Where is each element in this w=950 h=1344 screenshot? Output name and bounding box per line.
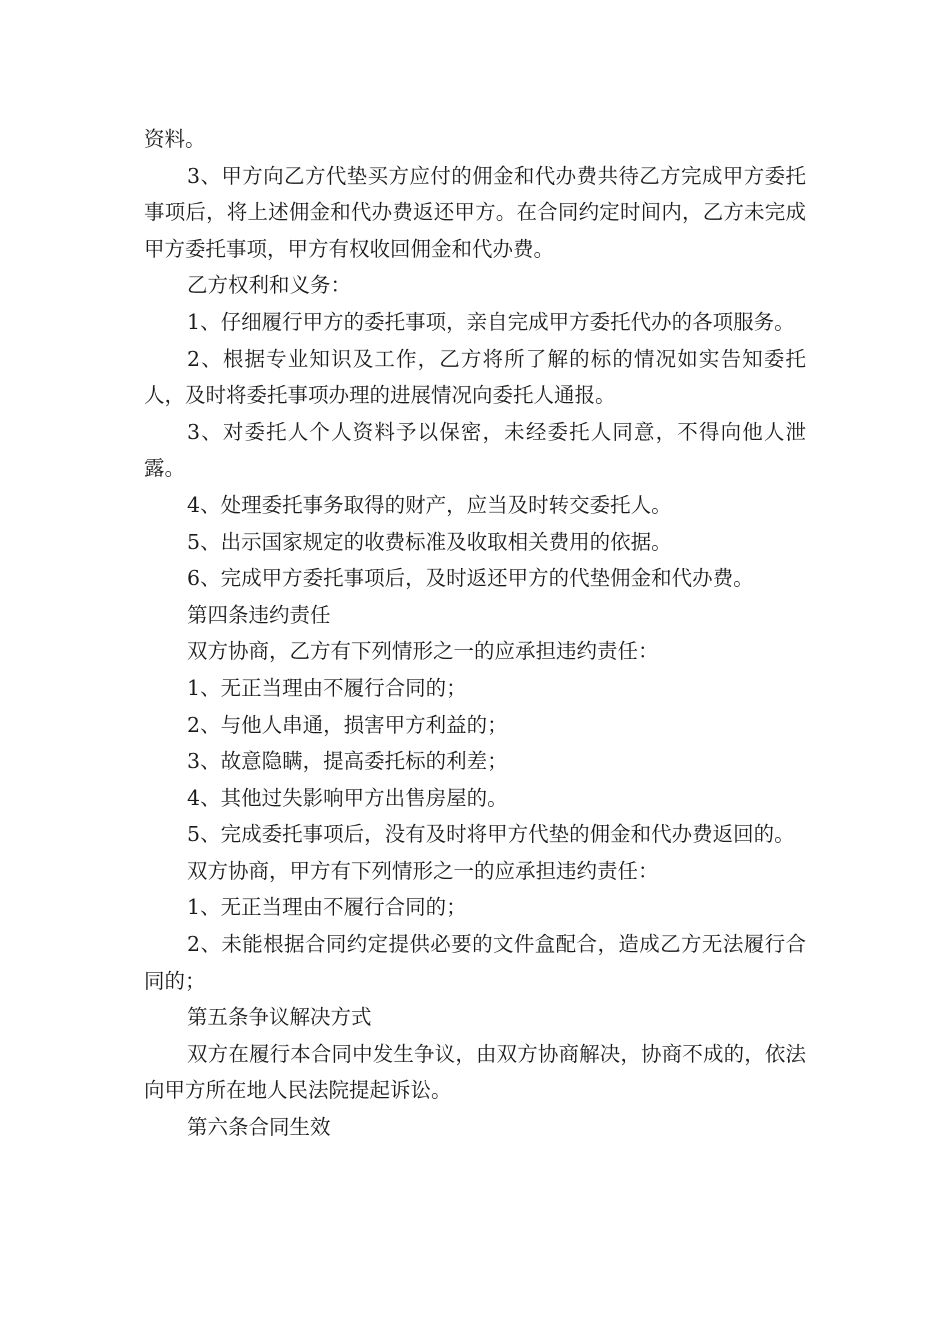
article-heading: 第六条合同生效 bbox=[187, 1115, 331, 1140]
paragraph: 资料。 bbox=[144, 127, 206, 151]
article-heading: 第五条争议解决方式 bbox=[187, 1005, 372, 1030]
list-item: 2、未能根据合同约定提供必要的文件盒配合，造成乙方无法履行合同的； bbox=[144, 932, 806, 993]
list-item: 6、完成甲方委托事项后，及时返还甲方的代垫佣金和代办费。 bbox=[187, 566, 754, 591]
list-item: 2、根据专业知识及工作，乙方将所了解的标的情况如实告知委托人，及时将委托事项办理的进展情况向委托人通报。 bbox=[144, 346, 806, 408]
list-item: 5、出示国家规定的收费标准及收取相关费用的依据。 bbox=[187, 529, 672, 554]
list-item: 2、与他人串通，损害甲方利益的； bbox=[187, 712, 508, 737]
list-item: 1、仔细履行甲方的委托事项，亲自完成甲方委托代办的各项服务。 bbox=[187, 309, 795, 334]
list-item: 1、无正当理由不履行合同的； bbox=[187, 895, 467, 920]
list-item: 3、对委托人个人资料予以保密，未经委托人同意，不得向他人泄露。 bbox=[144, 419, 806, 481]
paragraph: 双方在履行本合同中发生争议，由双方协商解决，协商不成的，依法向甲方所在地人民法院提起诉讼。 bbox=[144, 1041, 806, 1103]
paragraph: 双方协商，乙方有下列情形之一的应承担违约责任： bbox=[187, 639, 659, 664]
list-item: 1、无正当理由不履行合同的； bbox=[187, 675, 467, 700]
paragraph: 3、甲方向乙方代垫买方应付的佣金和代办费共待乙方完成甲方委托事项后，将上述佣金和代办费返还甲方。在合同约定时间内，乙方未完成甲方委托事项，甲方有权收回佣金和代办费。 bbox=[144, 163, 806, 261]
section-heading: 乙方权利和义务： bbox=[187, 273, 352, 298]
list-item: 3、故意隐瞒，提高委托标的利差； bbox=[187, 749, 508, 774]
list-item: 5、完成委托事项后，没有及时将甲方代垫的佣金和代办费返回的。 bbox=[187, 822, 795, 847]
list-item: 4、其他过失影响甲方出售房屋的。 bbox=[187, 785, 508, 810]
article-heading: 第四条违约责任 bbox=[187, 602, 331, 627]
paragraph: 双方协商，甲方有下列情形之一的应承担违约责任： bbox=[187, 858, 659, 883]
document-page bbox=[144, 121, 806, 1146]
list-item: 4、处理委托事务取得的财产，应当及时转交委托人。 bbox=[187, 492, 672, 517]
